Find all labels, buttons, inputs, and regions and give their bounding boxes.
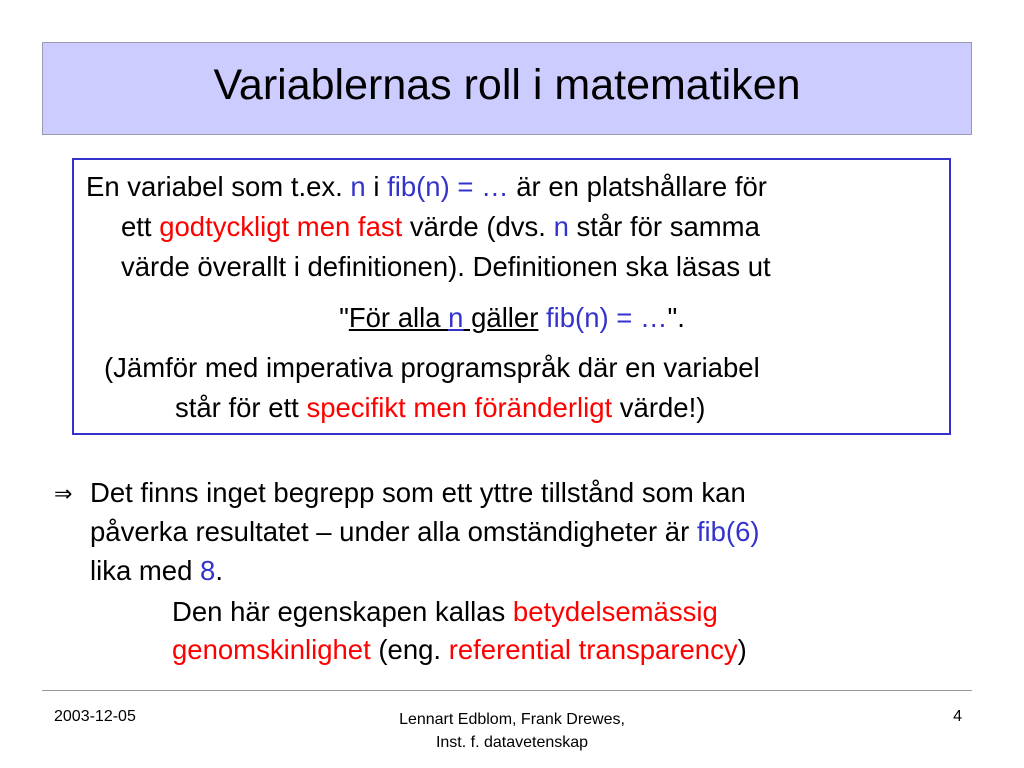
definition-text: ett <box>121 211 160 242</box>
definition-line-2 <box>121 210 760 243</box>
definition-text: i <box>365 171 388 202</box>
quote-holds: gäller <box>463 302 539 333</box>
page-number: 4 <box>953 708 962 725</box>
bullet-text: påverka resultatet – under alla omständigheter är <box>90 516 697 547</box>
highlight-specific-changeable: specifikt men föränderligt <box>306 392 613 423</box>
subpoint-text: (eng. <box>370 634 449 665</box>
definition-line-3 <box>121 250 771 283</box>
subpoint-line-2 <box>172 633 747 666</box>
footer-authors-line-2: Inst. f. datavetenskap <box>435 734 589 752</box>
bullet-text: Det finns inget begrepp som ett yttre tillstånd som kan <box>90 477 746 508</box>
definition-text: värde (dvs. <box>402 211 554 242</box>
comparison-text: står för ett <box>175 392 307 423</box>
highlight-arbitrary-fixed: godtyckligt men fast <box>159 211 403 242</box>
title-box <box>42 42 972 135</box>
footer-authors-line-1: Lennart Edblom, Frank Drewes, <box>399 711 625 728</box>
subpoint-text: ) <box>737 634 747 665</box>
quote-variable-n: n <box>448 302 464 333</box>
implies-arrow-icon: ⇒ <box>54 482 73 507</box>
comparison-line-1 <box>104 351 760 384</box>
bullet-line-3 <box>90 554 223 587</box>
footer-divider <box>42 690 972 691</box>
variable-n: n <box>350 171 366 202</box>
fib-expression: fib(n) = … <box>387 171 509 202</box>
quote-mark: " <box>339 302 349 333</box>
term-swedish: genomskinlighet <box>172 634 371 665</box>
comparison-line-2 <box>175 391 705 424</box>
fib-6-expression: fib(6) <box>696 516 760 547</box>
subpoint-text: Den här egenskapen kallas <box>172 596 513 627</box>
comparison-text: värde!) <box>612 392 706 423</box>
definition-text: En variabel som t.ex. <box>86 171 351 202</box>
bullet-text: lika med <box>90 555 201 586</box>
quote-for-all: För alla <box>348 302 449 333</box>
bullet-text: . <box>215 555 223 586</box>
quote-fib-expression: fib(n) = … <box>546 302 668 333</box>
definition-quote <box>0 301 1024 334</box>
value-8: 8 <box>200 555 216 586</box>
subpoint-line-1 <box>172 595 718 628</box>
footer-authors <box>0 708 1024 754</box>
definition-text: står för samma <box>568 211 760 242</box>
definition-text: är en platshållare för <box>508 171 767 202</box>
term-swedish: betydelsemässig <box>512 596 718 627</box>
quote-space <box>538 302 546 333</box>
quote-mark: ". <box>667 302 685 333</box>
bullet-line-2 <box>90 515 760 548</box>
definition-line-1 <box>86 170 767 203</box>
definition-text: värde överallt i definitionen). Definitionen ska läsas ut <box>121 251 771 282</box>
slide-title: Variablernas roll i matematiken <box>213 61 801 109</box>
comparison-text: (Jämför med imperativa programspråk där en variabel <box>104 352 760 383</box>
variable-n: n <box>553 211 569 242</box>
bullet-line-1 <box>90 476 746 509</box>
footer-date: 2003-12-05 <box>54 708 136 725</box>
term-english: referential transparency <box>448 634 738 665</box>
